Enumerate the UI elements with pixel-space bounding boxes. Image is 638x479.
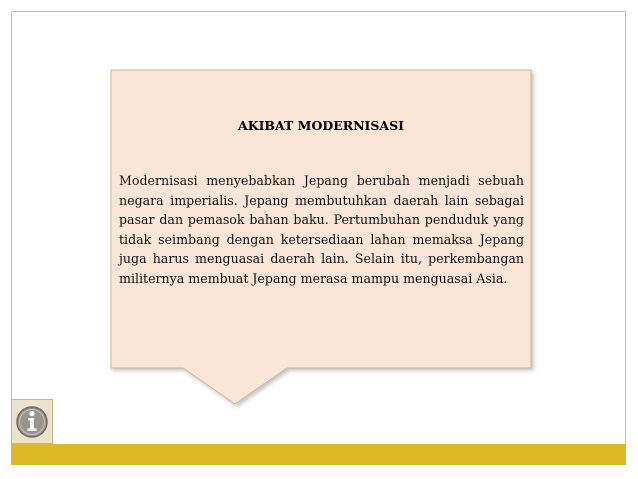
callout-body: Modernisasi menyebabkan Jepang berubah menjadi sebuah negara imperialis. Jepang membutuhkan daerah lain sebagai pasar dan pemasok bahan baku. Pertumbuhan penduduk yang tidak seimbang dengan ketersediaan lahan memaksa Jepang juga harus menguasai daerah lain. Selain itu, perkembangan militernya membuat Jepang merasa mampu menguasai Asia. [119, 173, 524, 286]
bottom-accent-bar [11, 444, 626, 465]
info-icon [15, 404, 49, 440]
callout-title: AKIBAT MODERNISASI [238, 118, 404, 133]
callout-box [111, 70, 531, 408]
info-button[interactable] [11, 399, 53, 444]
